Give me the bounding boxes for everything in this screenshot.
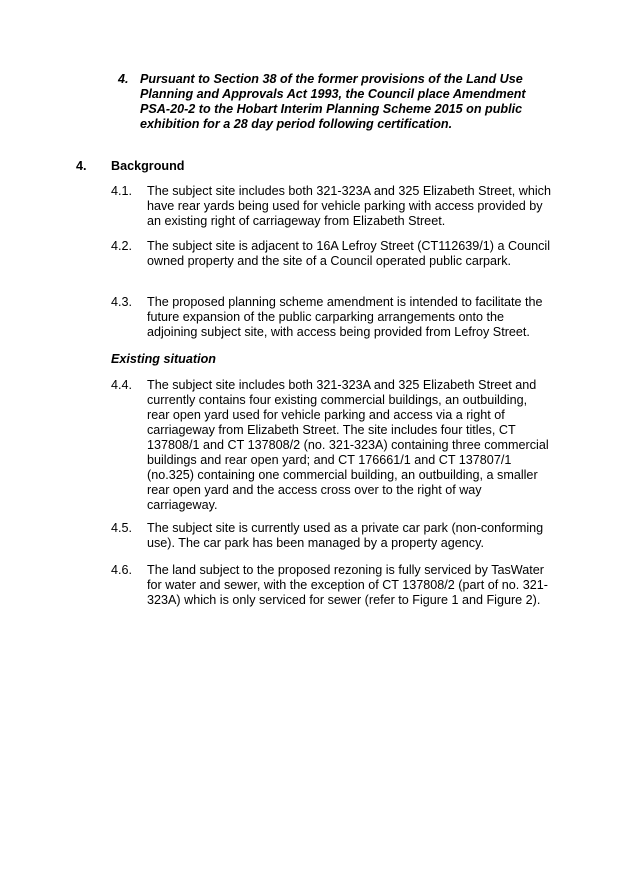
section-title: Background [111, 159, 185, 173]
paragraph-4-4 [111, 378, 551, 513]
resolution-text: Pursuant to Section 38 of the former provisions of the Land Use Planning and Approvals Act 1993, the Council place Amendment PSA-20-2 to the Hobart Interim Planning Scheme 2015 on public exhibition for a 28 day period following certification. [140, 72, 526, 131]
paragraph-text: The subject site is adjacent to 16A Lefroy Street (CT112639/1) a Council owned property and the site of a Council operated public carpark. [147, 239, 550, 268]
paragraph-text: The subject site includes both 321-323A and 325 Elizabeth Street and currently contains four existing commercial buildings, an outbuilding, rear open yard used for vehicle parking and access via a right of carriageway from Elizabeth Street. The site includes four titles, CT 137808/1 and CT 137808/2 (no. 321-323A) containing three commercial buildings and rear open yard; and CT 176661/1 and CT 137807/1 (no.325) containing one commercial building, an outbuilding, a smaller rear open yard and the access cross over to the right of way carriageway. [147, 378, 549, 512]
paragraph-number: 4.3. [111, 295, 133, 309]
resolution-item-4 [118, 72, 538, 132]
paragraph-text: The subject site includes both 321-323A and 325 Elizabeth Street, which have rear yards being used for vehicle parking with access provided by an existing right of carriageway from Elizabeth Street. [147, 184, 551, 228]
paragraph-number: 4.5. [111, 521, 133, 535]
paragraph-4-1 [111, 184, 551, 229]
paragraph-number: 4.1. [111, 184, 133, 198]
section-number: 4. [76, 159, 87, 173]
paragraph-number: 4.6. [111, 563, 133, 577]
resolution-number: 4. [118, 72, 129, 86]
subheading-existing-situation: Existing situation [111, 352, 216, 366]
paragraph-text: The land subject to the proposed rezoning is fully serviced by TasWater for water and sewer, with the exception of CT 137808/2 (part of no. 321-323A) which is only serviced for sewer (refer to Figure 1 and Figure 2). [147, 563, 548, 607]
paragraph-text: The subject site is currently used as a private car park (non-conforming use). The car park has been managed by a property agency. [147, 521, 544, 550]
paragraph-4-5 [111, 521, 551, 551]
paragraph-4-6 [111, 563, 551, 608]
paragraph-4-3 [111, 295, 551, 340]
paragraph-number: 4.4. [111, 378, 133, 392]
section-heading [76, 159, 184, 174]
paragraph-number: 4.2. [111, 239, 133, 253]
paragraph-4-2 [111, 239, 551, 269]
paragraph-text: The proposed planning scheme amendment is intended to facilitate the future expansion of the public carparking arrangements onto the adjoining subject site, with access being provided from Lefroy Street. [147, 295, 543, 339]
